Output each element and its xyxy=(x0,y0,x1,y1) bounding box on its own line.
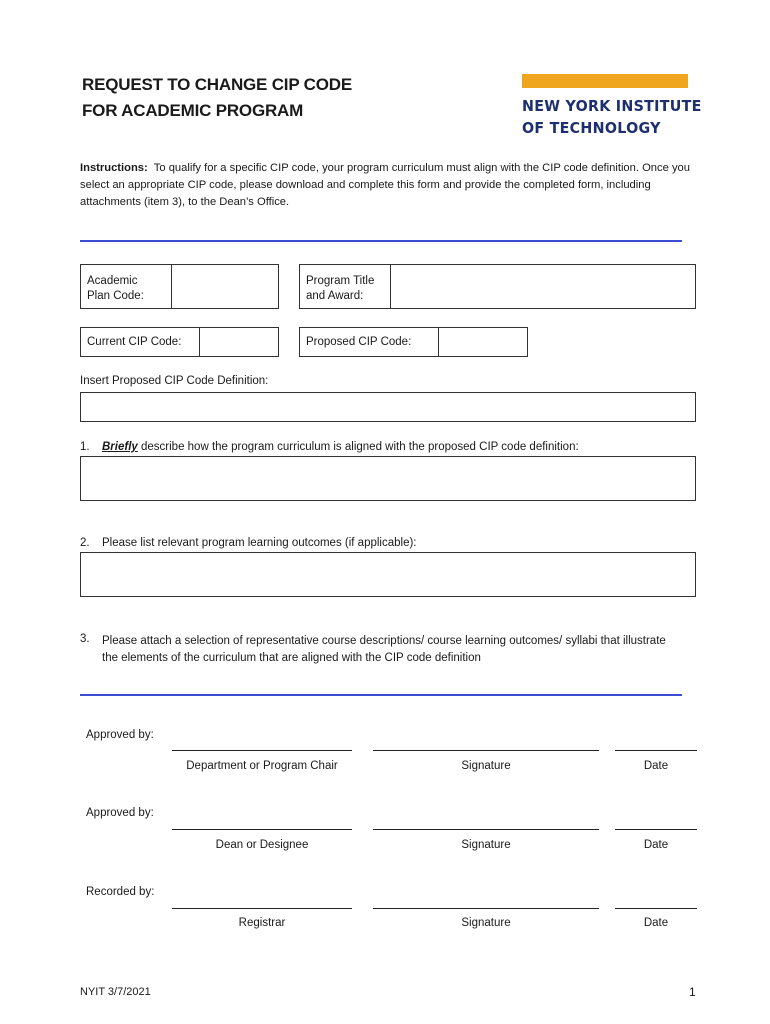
program-title-label: Program Title and Award: xyxy=(306,275,375,302)
definition-input[interactable] xyxy=(80,392,696,422)
divider-top xyxy=(80,240,682,242)
dean-role-caption: Dean or Designee xyxy=(215,839,309,851)
current-cip-label: Current CIP Code: xyxy=(87,336,182,348)
q3-number: 3. xyxy=(80,633,90,645)
q1-emphasis: Briefly xyxy=(102,441,138,453)
q2-text: Please list relevant program learning outcomes (if applicable): xyxy=(102,537,417,549)
definition-label: Insert Proposed CIP Code Definition: xyxy=(80,375,269,387)
proposed-cip-group xyxy=(299,327,528,357)
academic-plan-code-group xyxy=(80,264,279,309)
q1-text-body: describe how the program curriculum is aligned with the proposed CIP code definition: xyxy=(137,441,579,453)
current-cip-input[interactable] xyxy=(199,328,280,356)
registrar-date-line[interactable] xyxy=(615,908,697,909)
logo-text-line2: OF TECHNOLOGY xyxy=(522,119,661,137)
registrar-role-caption: Registrar xyxy=(238,917,286,929)
dean-name-line[interactable] xyxy=(172,829,352,830)
logo-bar xyxy=(522,74,688,88)
q2-number: 2. xyxy=(80,537,90,549)
footer-version: NYIT 3/7/2021 xyxy=(80,986,151,998)
program-title-input[interactable] xyxy=(390,265,696,308)
academic-plan-code-input[interactable] xyxy=(171,265,280,308)
q1-number: 1. xyxy=(80,441,90,453)
recorded-by-label: Recorded by: xyxy=(86,886,155,898)
approved-by-label-1: Approved by: xyxy=(86,729,154,741)
instructions-label: Instructions: xyxy=(80,162,148,174)
divider-bottom xyxy=(80,694,682,696)
q2-answer-input[interactable] xyxy=(80,552,696,597)
dean-date-caption: Date xyxy=(643,839,669,851)
chair-date-caption: Date xyxy=(643,760,669,772)
q1-text xyxy=(102,441,579,453)
registrar-signature-line[interactable] xyxy=(373,908,599,909)
registrar-date-caption: Date xyxy=(643,917,669,929)
program-title-group xyxy=(299,264,696,309)
chair-role-caption: Department or Program Chair xyxy=(186,760,338,772)
q3-text: Please attach a selection of representative course descriptions/ course learning outcomes/ syllabi that illustrate the elements of the curriculum that are aligned with the CIP code definition xyxy=(102,635,666,664)
registrar-name-line[interactable] xyxy=(172,908,352,909)
chair-name-line[interactable] xyxy=(172,750,352,751)
logo-text-line1: NEW YORK INSTITUTE xyxy=(522,97,702,115)
chair-date-line[interactable] xyxy=(615,750,697,751)
approved-by-label-2: Approved by: xyxy=(86,807,154,819)
dean-signature-line[interactable] xyxy=(373,829,599,830)
instructions xyxy=(80,160,700,211)
proposed-cip-input[interactable] xyxy=(438,328,529,356)
form-title-line2: FOR ACADEMIC PROGRAM xyxy=(82,101,304,120)
instructions-text: To qualify for a specific CIP code, your program curriculum must align with the CIP code definition. Once you select an appropriate CIP code, please download and complete this form and provide the completed form, including attachments (item 3), to the Dean’s Office. xyxy=(80,162,690,208)
form-title-line1: REQUEST TO CHANGE CIP CODE xyxy=(82,75,352,94)
academic-plan-code-label: Academic Plan Code: xyxy=(87,275,144,302)
q1-answer-input[interactable] xyxy=(80,456,696,501)
chair-signature-caption: Signature xyxy=(461,760,511,772)
proposed-cip-label: Proposed CIP Code: xyxy=(306,336,412,348)
registrar-signature-caption: Signature xyxy=(461,917,511,929)
chair-signature-line[interactable] xyxy=(373,750,599,751)
dean-signature-caption: Signature xyxy=(461,839,511,851)
current-cip-group xyxy=(80,327,279,357)
page-number: 1 xyxy=(689,985,696,999)
dean-date-line[interactable] xyxy=(615,829,697,830)
